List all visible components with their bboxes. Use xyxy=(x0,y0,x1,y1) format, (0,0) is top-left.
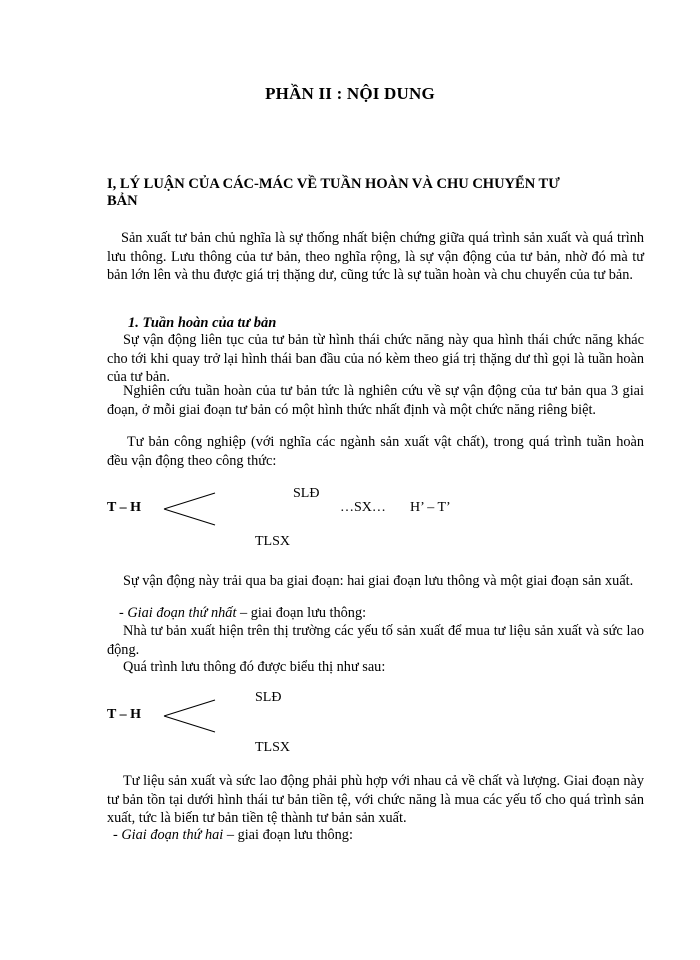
stage2-rest: – giai đoạn lưu thông: xyxy=(223,827,353,843)
paragraph-research: Nghiên cứu tuần hoàn của tư bản tức là nghiên cứu về sự vận động của tư bản qua 3 giai đoạn, ở mỗi giai đoạn tư bản có một hình thức nhất định và một chức năng riêng biệt. xyxy=(107,383,644,418)
paragraph-stages: Sự vận động này trải qua ba giai đoạn: hai giai đoạn lưu thông và một giai đoạn sản xuất. xyxy=(123,573,634,589)
formula1-middle: …SX… xyxy=(340,500,386,515)
paragraph-expressed: Quá trình lưu thông đó được biểu thị như sau: xyxy=(123,659,386,675)
paragraph-industrial-capital: Tư bản công nghiệp (với nghĩa các ngành sản xuất vật chất), trong quá trình tuần hoàn đều vận động theo công thức: xyxy=(107,434,644,469)
stage1-prefix: - xyxy=(119,605,128,621)
stage2-prefix: - xyxy=(113,827,122,843)
formula1-bottom: TLSX xyxy=(255,534,290,549)
paragraph-means-of-production: Tư liệu sản xuất và sức lao động phải phù hợp với nhau cả về chất và lượng. Giai đoạn này tư bản tồn tại dưới hình thái tư bản tiền tệ, với chức năng là mua các yếu tố cho quá trình sản xuất, tức là biến tư bản tiền tệ thành tư bản sản xuất. xyxy=(107,773,644,827)
intro-paragraph: Sản xuất tư bản chủ nghĩa là sự thống nhất biện chứng giữa quá trình sản xuất và quá trình lưu thông. Lưu thông của tư bản, theo nghĩa rộng, là sự vận động của tư bản, nhờ đó mà tư bản lớn lên và thu được giá trị thặng dư, cũng tức là sự tuần hoàn và chu chuyển của tư bản. xyxy=(107,230,644,284)
formula2-top: SLĐ xyxy=(255,690,282,705)
section-heading-line-2: BẢN xyxy=(107,193,138,209)
subheading-capital-circulation: 1. Tuần hoàn của tư bản xyxy=(128,315,277,331)
section-heading xyxy=(107,176,647,210)
formula2-bottom: TLSX xyxy=(255,740,290,755)
page-title: PHẦN II : NỘI DUNG xyxy=(265,84,435,103)
formula2-branch-lines xyxy=(160,697,220,737)
stage1-label: Giai đoạn thứ nhất xyxy=(127,605,237,621)
formula1-right: H’ – T’ xyxy=(410,500,451,515)
formula1-branch-lines xyxy=(160,490,220,530)
paragraph-capitalist: Nhà tư bản xuất hiện trên thị trường các yếu tố sản xuất để mua tư liệu sản xuất và sức lao động. xyxy=(107,623,644,658)
stage1-rest: – giai đoạn lưu thông: xyxy=(236,605,367,621)
formula2-left: T – H xyxy=(107,707,141,722)
stage2-line xyxy=(113,826,353,845)
section-heading-line-1: I, LÝ LUẬN CỦA CÁC-MÁC VỀ TUẦN HOÀN VÀ CHU CHUYỂN TƯ xyxy=(107,176,560,192)
formula1-left: T – H xyxy=(107,500,141,515)
stage2-label: Giai đoạn thứ hai xyxy=(121,827,224,843)
paragraph-movement: Sự vận động liên tục của tư bản từ hình thái chức năng này qua hình thái chức năng khác cho tới khi quay trở lại hình thái ban đầu của nó kèm theo giá trị thặng dư thì gọi là tuần hoàn của tư bản. xyxy=(107,332,644,386)
formula1-top: SLĐ xyxy=(293,486,320,501)
stage1-line xyxy=(119,604,366,623)
